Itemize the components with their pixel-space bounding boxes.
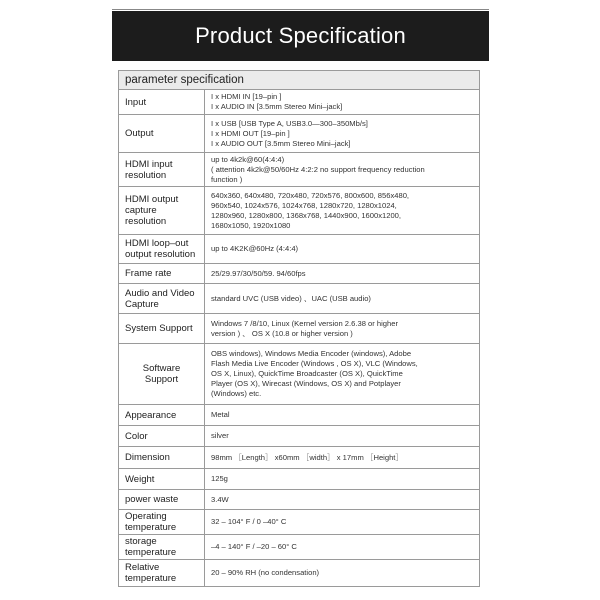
spec-value-line: 98mm ［Length］ x60mm ［width］ x 17mm ［Height］ (211, 452, 404, 462)
spec-row (119, 405, 480, 426)
spec-value-line: I x AUDIO OUT [3.5mm Stereo Mini–jack] (211, 138, 351, 148)
spec-row (119, 284, 480, 314)
spec-param-label: Weight (119, 469, 205, 490)
spec-value-line: Flash Media Live Encoder (Windows , OS X), VLC (Windows, (211, 359, 418, 368)
spec-param-value (205, 469, 480, 490)
spec-param-value (205, 235, 480, 264)
spec-value-line: up to 4k2k@60(4:4:4) (211, 154, 285, 164)
spec-value-line: I x USB [USB Type A, USB3.0—300–350Mb/s] (211, 118, 368, 128)
table-header-row (119, 71, 480, 90)
spec-body (119, 90, 480, 587)
table-header: parameter specification (119, 71, 480, 90)
spec-param-label: Audio and Video Capture (119, 284, 205, 314)
spec-value-line: 960x540, 1024x576, 1024x768, 1280x720, 1280x1024, (211, 200, 397, 210)
page-title: Product Specification (195, 23, 406, 48)
spec-row (119, 115, 480, 153)
spec-param-value (205, 510, 480, 535)
spec-param-value (205, 426, 480, 447)
spec-row (119, 264, 480, 284)
spec-param-value (205, 314, 480, 344)
spec-param-label: Appearance (119, 405, 205, 426)
spec-value-line: function ) (211, 174, 243, 184)
spec-value-line: OS X, Linux), QuickTime Broadcaster (OS X), QuickTime (211, 369, 403, 378)
spec-param-value (205, 115, 480, 153)
spec-param-label: Dimension (119, 447, 205, 469)
spec-value-line: 125g (211, 474, 228, 483)
spec-row (119, 153, 480, 187)
spec-param-label: Frame rate (119, 264, 205, 284)
spec-param-value (205, 447, 480, 469)
spec-value-line: 25/29.97/30/50/59. 94/60fps (211, 268, 306, 278)
spec-row (119, 447, 480, 469)
spec-table (118, 70, 480, 587)
spec-param-label: HDMI loop–out output resolution (119, 235, 205, 264)
spec-param-label: Color (119, 426, 205, 447)
spec-row (119, 187, 480, 235)
spec-param-value (205, 90, 480, 115)
spec-param-label: Output (119, 115, 205, 153)
spec-param-value (205, 490, 480, 510)
spec-row (119, 535, 480, 560)
spec-value-line: I x HDMI IN [19–pin ] (211, 92, 282, 101)
spec-param-value (205, 187, 480, 235)
spec-param-value (205, 284, 480, 314)
spec-param-label: System Support (119, 314, 205, 344)
spec-value-line: (Windows) etc. (211, 389, 262, 398)
spec-param-label: Input (119, 90, 205, 115)
spec-row (119, 344, 480, 405)
spec-value-line: ( attention 4k2k@50/60Hz 4:2:2 no support frequency reduction (211, 164, 425, 174)
spec-param-label: Relative temperature (119, 560, 205, 587)
spec-value-line: version ) 、 OS X (10.8 or higher version ) (211, 328, 353, 338)
title-banner (112, 11, 489, 61)
spec-param-value (205, 560, 480, 587)
spec-value-line: –4 – 140° F / –20 – 60° C (211, 542, 297, 551)
spec-value-line: 640x360, 640x480, 720x480, 720x576, 800x600, 856x480, (211, 190, 410, 200)
spec-row (119, 314, 480, 344)
spec-param-label: Software Support (119, 344, 205, 405)
spec-value-line: up to 4K2K@60Hz (4:4:4) (211, 244, 299, 253)
spec-row (119, 426, 480, 447)
spec-param-value (205, 264, 480, 284)
spec-value-line: 1280x960, 1280x800, 1368x768, 1440x900, 1600x1200, (211, 210, 402, 220)
spec-value-line: 3.4W (211, 494, 229, 504)
spec-row (119, 490, 480, 510)
spec-value-line: 1680x1050, 1920x1080 (211, 220, 291, 230)
spec-value-line: 32 – 104° F / 0 –40° C (211, 517, 287, 526)
spec-param-value (205, 535, 480, 560)
spec-row (119, 90, 480, 115)
spec-param-value (205, 153, 480, 187)
spec-value-line: standard UVC (USB video) 、UAC (USB audio) (211, 293, 371, 303)
spec-value-line: Metal (211, 410, 230, 419)
spec-row (119, 235, 480, 264)
spec-row (119, 510, 480, 535)
spec-param-label: storage temperature (119, 535, 205, 560)
spec-value-line: Player (OS X), Wirecast (Windows, OS X) and Potplayer (211, 379, 401, 388)
spec-value-line: silver (211, 431, 229, 440)
spec-param-value (205, 344, 480, 405)
spec-value-line: Windows 7 /8/10, Linux (Kernel version 2.6.38 or higher (211, 318, 398, 328)
spec-param-label: HDMI input resolution (119, 153, 205, 187)
spec-param-label: power waste (119, 490, 205, 510)
spec-param-label: Operating temperature (119, 510, 205, 535)
spec-value-line: OBS windows), Windows Media Encoder (windows), Adobe (211, 349, 412, 358)
spec-value-line: I x HDMI OUT [19–pin ] (211, 128, 290, 138)
spec-value-line: I x AUDIO IN [3.5mm Stereo Mini–jack] (211, 102, 343, 111)
spec-param-label: HDMI output capture resolution (119, 187, 205, 235)
banner-top-rule (112, 9, 489, 10)
spec-row (119, 560, 480, 587)
spec-value-line: 20 – 90% RH (no condensation) (211, 568, 320, 577)
spec-param-value (205, 405, 480, 426)
spec-row (119, 469, 480, 490)
